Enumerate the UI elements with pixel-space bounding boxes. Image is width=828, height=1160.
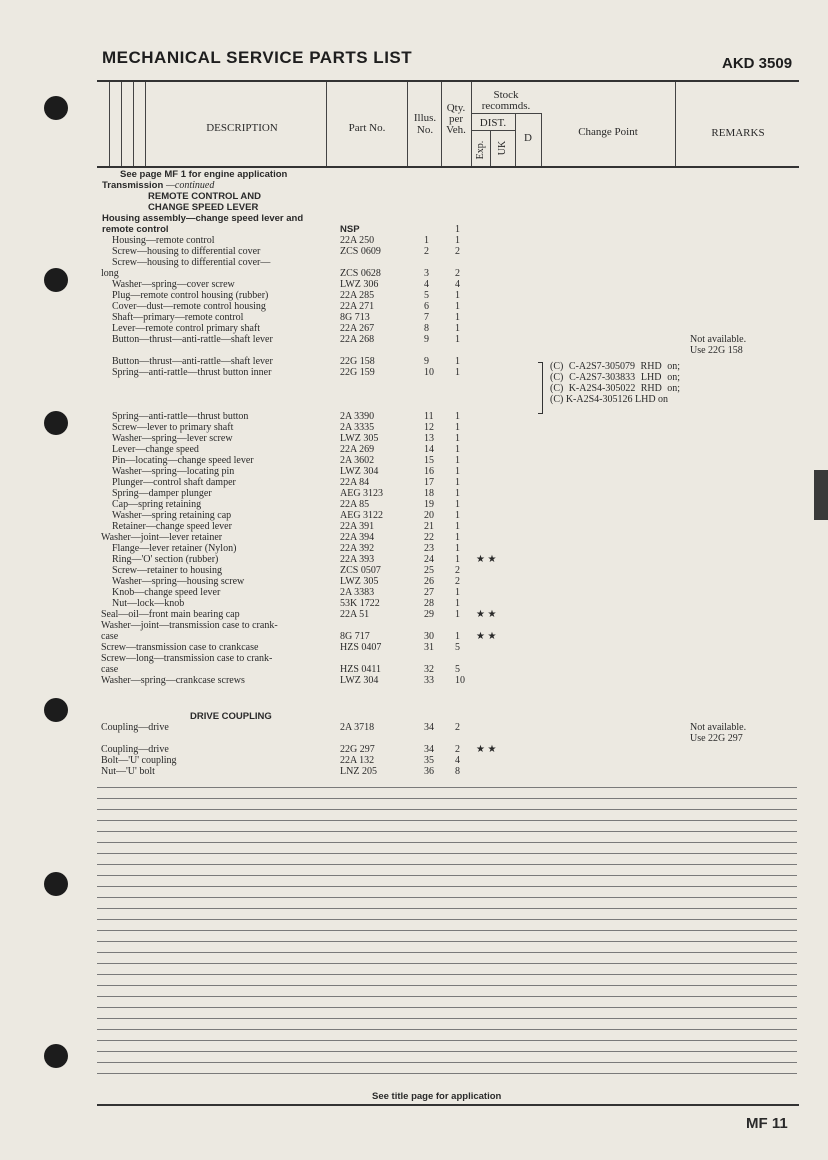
quantity: 1: [455, 477, 460, 488]
part-number: 2A 3383: [340, 587, 375, 598]
section-change-speed: CHANGE SPEED LEVER: [148, 202, 259, 213]
col-recommds: recommds.: [481, 100, 531, 112]
table-row: [0, 433, 828, 444]
quantity: 1: [455, 587, 460, 598]
col-stock: Stock: [493, 89, 519, 101]
table-row: [0, 411, 828, 422]
table-row: [0, 554, 828, 565]
part-description: Lever—remote control primary shaft: [112, 323, 260, 334]
part-number: 22A 51: [340, 609, 370, 620]
quantity: 10: [455, 675, 465, 686]
col-part-no: Part No.: [348, 122, 386, 134]
table-row: [0, 466, 828, 477]
part-description: long: [101, 268, 119, 279]
part-number: ZCS 0507: [340, 565, 381, 576]
stock-stars: ★ ★: [476, 609, 497, 620]
table-row: [0, 587, 828, 598]
illus-number: 11: [424, 411, 434, 422]
quantity: 1: [455, 334, 460, 345]
quantity: 8: [455, 766, 460, 777]
part-description: case: [101, 664, 119, 675]
table-row: [0, 323, 828, 334]
table-row: [0, 290, 828, 301]
illus-number: 9: [424, 334, 429, 345]
quantity: 1: [455, 433, 460, 444]
part-description: Seal—oil—front main bearing cap: [101, 609, 240, 620]
remark: Not available.: [690, 722, 747, 733]
table-row: [0, 477, 828, 488]
illus-number: 24: [424, 554, 434, 565]
ruled-line: [97, 864, 797, 865]
part-number: 2A 3602: [340, 455, 375, 466]
footer-note: See title page for application: [372, 1091, 502, 1102]
illus-number: 5: [424, 290, 429, 301]
table-row: [0, 609, 828, 620]
quantity: 4: [455, 755, 460, 766]
quantity: 1: [455, 532, 460, 543]
illus-number: 16: [424, 466, 434, 477]
remark: Not available.: [690, 334, 747, 345]
part-description: Screw—housing to differential cover—: [112, 257, 271, 268]
ruled-line: [97, 853, 797, 854]
illus-number: 35: [424, 755, 434, 766]
stock-stars: ★ ★: [476, 554, 497, 565]
part-description: Screw—lever to primary shaft: [112, 422, 234, 433]
part-description: Cover—dust—remote control housing: [112, 301, 266, 312]
table-row: [0, 642, 828, 653]
quantity: 1: [455, 554, 460, 565]
table-row: [0, 675, 828, 686]
part-description: Flange—lever retainer (Nylon): [112, 543, 237, 554]
change-point-text: (C) C-A2S7-305079 RHD on; (C) C-A2S7-303833 LHD on; (C) K-A2S4-305022 RHD on; (C) K-A2S4-305126 LHD on: [550, 361, 680, 405]
quantity: 4: [455, 279, 460, 290]
illus-number: 25: [424, 565, 434, 576]
part-description: Spring—anti-rattle—thrust button: [112, 411, 249, 422]
part-number: 2A 3718: [340, 722, 375, 733]
document-code: AKD 3509: [722, 55, 793, 72]
illus-number: 17: [424, 477, 434, 488]
part-number: LWZ 305: [340, 576, 379, 587]
illus-number: 21: [424, 521, 434, 532]
housing-assembly-desc: remote control: [102, 224, 169, 235]
part-description: Spring—damper plunger: [112, 488, 212, 499]
quantity: 1: [455, 521, 460, 532]
page-title: MECHANICAL SERVICE PARTS LIST: [102, 48, 413, 67]
illus-number: 28: [424, 598, 434, 609]
part-number: 22G 297: [340, 744, 375, 755]
part-number: LWZ 304: [340, 466, 379, 477]
col-qty: Qty.: [446, 102, 466, 114]
table-row: [0, 488, 828, 499]
ruled-line: [97, 831, 797, 832]
table-row: [0, 301, 828, 312]
ruled-line: [97, 820, 797, 821]
part-description: Housing—remote control: [112, 235, 215, 246]
quantity: 1: [455, 290, 460, 301]
ruled-line: [97, 1062, 797, 1063]
table-row: [0, 755, 828, 766]
table-row: [0, 444, 828, 455]
part-description: Knob—change speed lever: [112, 587, 221, 598]
part-number: 53K 1722: [340, 598, 380, 609]
quantity: 2: [455, 565, 460, 576]
remark: Use 22G 297: [690, 733, 743, 744]
illus-number: 10: [424, 367, 434, 378]
part-number: 22G 159: [340, 367, 375, 378]
ruled-line: [97, 787, 797, 788]
ruled-line: [97, 875, 797, 876]
table-row: [0, 543, 828, 554]
part-description: Bolt—'U' coupling: [101, 755, 177, 766]
part-number: 22A 267: [340, 323, 375, 334]
part-description: Shaft—primary—remote control: [112, 312, 244, 323]
illus-number: 33: [424, 675, 434, 686]
part-description: Screw—transmission case to crankcase: [101, 642, 259, 653]
ruled-line: [97, 798, 797, 799]
part-description: Washer—spring—cover screw: [112, 279, 235, 290]
housing-assembly-desc: Housing assembly—change speed lever and: [102, 213, 304, 224]
quantity: 1: [455, 301, 460, 312]
ruled-line: [97, 1007, 797, 1008]
part-number: 2A 3335: [340, 422, 375, 433]
illus-number: 3: [424, 268, 429, 279]
illus-number: 34: [424, 744, 434, 755]
quantity: 1: [455, 356, 460, 367]
part-number: 22A 269: [340, 444, 375, 455]
part-description: Retainer—change speed lever: [112, 521, 232, 532]
part-description: Washer—joint—transmission case to crank-: [101, 620, 278, 631]
quantity: 1: [455, 455, 460, 466]
table-row-remark: [0, 345, 828, 356]
table-row: [0, 766, 828, 777]
part-description: Screw—retainer to housing: [112, 565, 222, 576]
part-description: Coupling—drive: [101, 744, 169, 755]
stock-stars: ★ ★: [476, 631, 497, 642]
ruled-line: [97, 1029, 797, 1030]
ruled-line: [97, 897, 797, 898]
part-description: Screw—long—transmission case to crank-: [101, 653, 273, 664]
illus-number: 27: [424, 587, 434, 598]
table-row: [0, 565, 828, 576]
part-description: Nut—lock—knob: [112, 598, 185, 609]
binder-hole: [44, 96, 68, 120]
part-number: LWZ 305: [340, 433, 379, 444]
illus-number: 9: [424, 356, 429, 367]
part-description: Pin—locating—change speed lever: [112, 455, 254, 466]
col-remarks: REMARKS: [711, 127, 765, 139]
quantity: 2: [455, 744, 460, 755]
col-qty-veh: Veh.: [446, 124, 466, 136]
table-row-remark: [0, 733, 828, 744]
part-number: 22A 271: [340, 301, 375, 312]
col-d: D: [524, 132, 532, 144]
quantity: 1: [455, 631, 460, 642]
part-description: Spring—anti-rattle—thrust button inner: [112, 367, 272, 378]
part-description: Washer—spring—housing screw: [112, 576, 245, 587]
engine-note: See page MF 1 for engine application: [120, 169, 288, 180]
part-number: HZS 0407: [340, 642, 382, 653]
part-number: 22A 85: [340, 499, 370, 510]
table-row: [0, 455, 828, 466]
table-row: [0, 653, 828, 664]
table-row: [0, 367, 828, 378]
part-description: Washer—spring retaining cap: [112, 510, 232, 521]
illus-number: 4: [424, 279, 429, 290]
housing-part-no: NSP: [340, 224, 360, 235]
ruled-line: [97, 930, 797, 931]
table-row: [0, 334, 828, 345]
ruled-line: [97, 809, 797, 810]
ruled-line: [97, 974, 797, 975]
table-row: [0, 279, 828, 290]
part-number: LNZ 205: [340, 766, 377, 777]
quantity: 1: [455, 466, 460, 477]
section-drive-coupling: DRIVE COUPLING: [190, 711, 272, 722]
illus-number: 22: [424, 532, 434, 543]
part-description: Nut—'U' bolt: [101, 766, 155, 777]
table-row: [0, 532, 828, 543]
part-number: 22A 268: [340, 334, 375, 345]
part-number: AEG 3123: [340, 488, 384, 499]
binder-hole: [44, 1044, 68, 1068]
table-header: [97, 80, 799, 168]
ruled-line: [97, 963, 797, 964]
quantity: 2: [455, 722, 460, 733]
table-row: [0, 246, 828, 257]
part-number: 22A 84: [340, 477, 370, 488]
illus-number: 34: [424, 722, 434, 733]
ruled-line: [97, 908, 797, 909]
illus-number: 36: [424, 766, 434, 777]
ruled-line: [97, 919, 797, 920]
quantity: 1: [455, 510, 460, 521]
part-description: Button—thrust—anti-rattle—shaft lever: [112, 334, 273, 345]
table-row: [0, 664, 828, 675]
part-number: 22G 158: [340, 356, 375, 367]
ruled-line: [97, 941, 797, 942]
continued-note: —continued: [166, 180, 215, 191]
quantity: 1: [455, 323, 460, 334]
table-row: [0, 510, 828, 521]
quantity: 2: [455, 246, 460, 257]
quantity: 1: [455, 609, 460, 620]
part-description: case: [101, 631, 119, 642]
quantity: 5: [455, 642, 460, 653]
illus-number: 12: [424, 422, 434, 433]
table-row: [0, 744, 828, 755]
part-number: ZCS 0609: [340, 246, 381, 257]
stock-stars: ★ ★: [476, 744, 497, 755]
illus-number: 18: [424, 488, 434, 499]
table-row: [0, 631, 828, 642]
part-number: LWZ 306: [340, 279, 379, 290]
part-number: 8G 713: [340, 312, 370, 323]
part-number: 22A 285: [340, 290, 375, 301]
table-row: [0, 620, 828, 631]
quantity: 5: [455, 664, 460, 675]
illus-number: 6: [424, 301, 429, 312]
illus-number: 13: [424, 433, 434, 444]
col-change-point: Change Point: [578, 126, 638, 138]
col-qty-per: per: [448, 113, 464, 125]
quantity: 1: [455, 422, 460, 433]
col-uk: UK: [497, 140, 508, 156]
quantity: 2: [455, 268, 460, 279]
page-number: MF 11: [746, 1115, 788, 1132]
table-row: [0, 722, 828, 733]
col-illus: Illus.: [413, 112, 437, 124]
illus-number: 26: [424, 576, 434, 587]
illus-number: 1: [424, 235, 429, 246]
table-row: [0, 422, 828, 433]
quantity: 1: [455, 488, 460, 499]
table-row: [0, 521, 828, 532]
table-row: [0, 356, 828, 367]
part-description: Cap—spring retaining: [112, 499, 202, 510]
illus-number: 7: [424, 312, 429, 323]
part-number: 22A 393: [340, 554, 375, 565]
table-row: [0, 499, 828, 510]
ruled-line: [97, 1051, 797, 1052]
illus-number: 31: [424, 642, 434, 653]
ruled-line: [97, 1040, 797, 1041]
quantity: 1: [455, 543, 460, 554]
ruled-line: [97, 842, 797, 843]
bottom-rule: [97, 1104, 799, 1106]
housing-qty: 1: [455, 224, 460, 235]
quantity: 1: [455, 444, 460, 455]
part-number: HZS 0411: [340, 664, 382, 675]
change-point-bracket: [538, 362, 543, 414]
illus-number: 30: [424, 631, 434, 642]
part-number: 2A 3390: [340, 411, 375, 422]
part-description: Lever—change speed: [112, 444, 199, 455]
part-number: 22A 392: [340, 543, 375, 554]
section-remote-control: REMOTE CONTROL AND: [148, 191, 261, 202]
part-description: Washer—joint—lever retainer: [101, 532, 223, 543]
part-description: Button—thrust—anti-rattle—shaft lever: [112, 356, 273, 367]
part-number: 22A 394: [340, 532, 375, 543]
ruled-line: [97, 985, 797, 986]
ruled-line: [97, 996, 797, 997]
table-row: [0, 598, 828, 609]
part-number: ZCS 0628: [340, 268, 381, 279]
col-description: DESCRIPTION: [206, 122, 278, 134]
illus-number: 29: [424, 609, 434, 620]
part-number: 22A 391: [340, 521, 375, 532]
table-row: [0, 235, 828, 246]
illus-number: 8: [424, 323, 429, 334]
part-description: Washer—spring—locating pin: [112, 466, 235, 477]
table-row: [0, 576, 828, 587]
part-description: Washer—spring—crankcase screws: [101, 675, 245, 686]
ruled-line: [97, 886, 797, 887]
illus-number: 15: [424, 455, 434, 466]
remark: Use 22G 158: [690, 345, 743, 356]
binder-hole: [44, 872, 68, 896]
table-row: [0, 257, 828, 268]
col-dist: DIST.: [479, 117, 507, 129]
illus-number: 2: [424, 246, 429, 257]
illus-number: 23: [424, 543, 434, 554]
part-number: 22A 250: [340, 235, 375, 246]
part-description: Coupling—drive: [101, 722, 169, 733]
part-number: AEG 3122: [340, 510, 384, 521]
quantity: 1: [455, 367, 460, 378]
part-number: 22A 132: [340, 755, 375, 766]
quantity: 2: [455, 576, 460, 587]
ruled-line: [97, 1073, 797, 1074]
table-row: [0, 268, 828, 279]
table-row: [0, 312, 828, 323]
quantity: 1: [455, 411, 460, 422]
quantity: 1: [455, 598, 460, 609]
col-illus-no: No.: [416, 124, 434, 136]
part-description: Screw—housing to differential cover: [112, 246, 261, 257]
quantity: 1: [455, 499, 460, 510]
illus-number: 19: [424, 499, 434, 510]
illus-number: 20: [424, 510, 434, 521]
part-description: Plunger—control shaft damper: [112, 477, 236, 488]
col-exp: Exp.: [475, 140, 486, 160]
part-number: 8G 717: [340, 631, 370, 642]
ruled-line: [97, 1018, 797, 1019]
quantity: 1: [455, 235, 460, 246]
part-description: Washer—spring—lever screw: [112, 433, 233, 444]
part-description: Plug—remote control housing (rubber): [112, 290, 269, 301]
illus-number: 32: [424, 664, 434, 675]
illus-number: 14: [424, 444, 434, 455]
transmission-heading: Transmission: [102, 180, 164, 191]
ruled-line: [97, 952, 797, 953]
quantity: 1: [455, 312, 460, 323]
part-number: LWZ 304: [340, 675, 379, 686]
part-description: Ring—'O' section (rubber): [112, 554, 219, 565]
